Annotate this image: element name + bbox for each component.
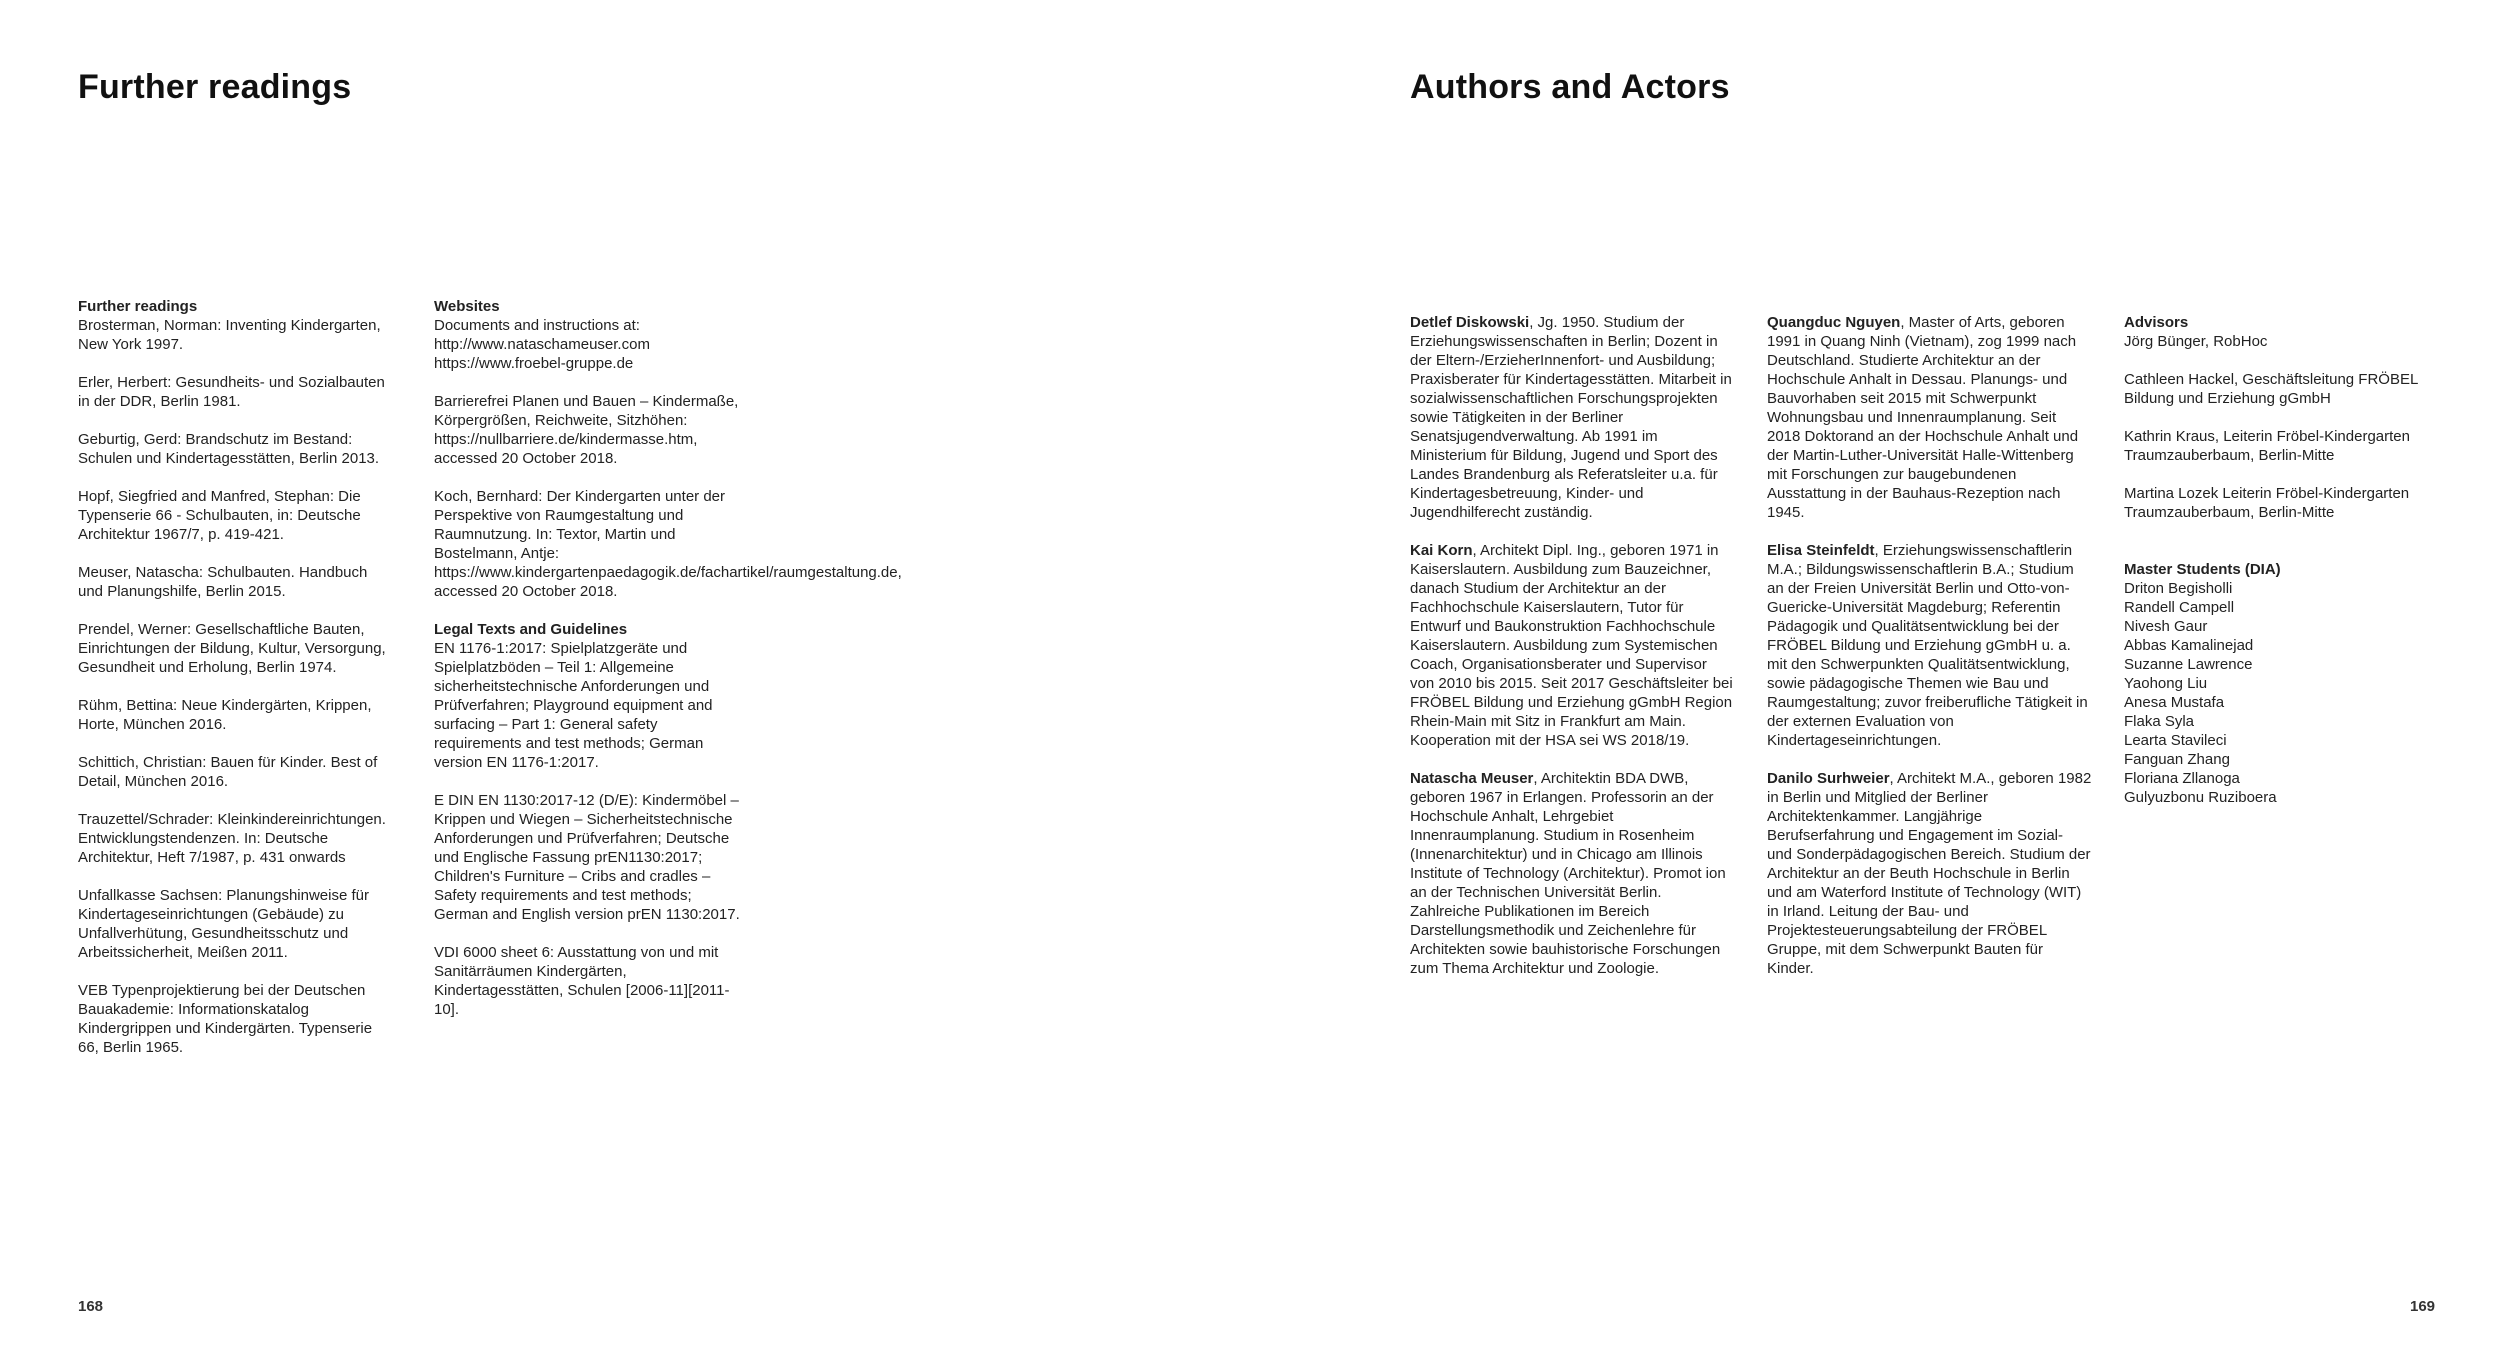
- reading-entry: Trauzettel/Schrader: Kleinkindereinrichtungen. Entwicklungstendenzen. In: Deutsche Architektur, Heft 7/1987, p. 431 onwards: [78, 811, 386, 866]
- author-name: Natascha Meuser: [1410, 770, 1534, 787]
- authors-column-middle: [1767, 313, 2092, 997]
- page-number-right: 169: [2410, 1298, 2436, 1315]
- author-entry: [1410, 313, 1735, 522]
- author-bio: , Master of Arts, geboren 1991 in Quang Ninh (Vietnam), zog 1999 nach Deutschland. Studierte Architektur an der Hochschule Anhalt in Dessau. Planungs- und Bauvorhaben seit 2015 mit Schwerpunkt Wohnungsbau und Innenraumplanung. Seit 2018 Doktorand an der Hochschule Anhalt und der Martin-Luther-Universität Halle-Wittenberg mit Forschungen zur baugebundenen Ausstattung in der Bauhaus-Rezeption nach 1945.: [1767, 314, 2079, 521]
- author-bio: , Architekt M.A., geboren 1982 in Berlin und Mitglied der Berliner Architektenkammer. Langjährige Berufserfahrung und Engagement im Sozial- und Sonderpädagogischen Bereich. Studium der Architektur an der Beuth Hochschule in Berlin und am Waterford Institute of Technology (WIT) in Irland. Leitung der Bau- und Projektesteuerungsabteilung der FRÖBEL Gruppe, mit dem Schwerpunkt Bauten für Kinder.: [1767, 770, 2092, 977]
- student-name: Nivesh Gaur: [2124, 618, 2208, 635]
- website-link[interactable]: https://www.froebel-gruppe.de: [434, 355, 634, 372]
- websites-column: [434, 297, 902, 1038]
- reading-entry: Rühm, Bettina: Neue Kindergärten, Krippen, Horte, München 2016.: [78, 697, 372, 733]
- legal-texts-title: Legal Texts and Guidelines: [434, 621, 628, 638]
- reading-entry: Geburtig, Gerd: Brandschutz im Bestand: Schulen und Kindertagesstätten, Berlin 2013.: [78, 431, 380, 467]
- author-bio: , Architekt Dipl. Ing., geboren 1971 in Kaiserslautern. Ausbildung zum Bauzeichner, danach Studium der Architektur an der Fachhochschule Kaiserslautern, Tutor für Entwurf und Baukonstruktion Fachhochschule Kaiserslautern. Ausbildung zum Systemischen Coach, Organisationsberater und Supervisor von 2010 bis 2015. Seit 2017 Geschäftsleiter bei FRÖBEL Bildung und Erziehung gGmbH Region Rhein-Main mit Sitz in Frankfurt am Main. Kooperation mit der HSA sei WS 2018/19.: [1410, 542, 1733, 749]
- advisors-title: Advisors: [2124, 314, 2189, 331]
- advisor-entry: Cathleen Hackel, Geschäftsleitung FRÖBEL Bildung und Erziehung gGmbH: [2124, 371, 2418, 407]
- author-bio: , Erziehungswissenschaftlerin M.A.; Bildungswissenschaftlerin B.A.; Studium an der Freien Universität Berlin und Otto-von-Guericke-Universität Magdeburg; Referentin Pädagogik und Qualitätsentwicklung bei der FRÖBEL Bildung und Erziehung gGmbH u. a. mit den Schwerpunkten Qualitätsentwicklung, sowie pädagogische Themen wie Bau und Raumgestaltung; zuvor freiberufliche Tätigkeit in der externen Evaluation von Kindertageseinrichtungen.: [1767, 542, 2088, 749]
- student-name: Suzanne Lawrence: [2124, 656, 2253, 673]
- author-name: Kai Korn: [1410, 542, 1473, 559]
- student-name: Yaohong Liu: [2124, 675, 2208, 692]
- student-name: Abbas Kamalinejad: [2124, 637, 2254, 654]
- advisor-entry: Kathrin Kraus, Leiterin Fröbel-Kindergarten Traumzauberbaum, Berlin-Mitte: [2124, 428, 2410, 464]
- author-name: Elisa Steinfeldt: [1767, 542, 1875, 559]
- reading-entry: Prendel, Werner: Gesellschaftliche Bauten, Einrichtungen der Bildung, Kultur, Versorgung, Gesundheit und Erholung, Berlin 1974.: [78, 621, 386, 676]
- author-bio: , Architektin BDA DWB, geboren 1967 in Erlangen. Professorin an der Hochschule Anhalt, Lehrgebiet Innenraumplanung. Studium in Rosenheim (Innenarchitektur) und in Chicago am Illinois Institute of Technology (Architektur). Promot ion an der Technischen Universität Berlin. Zahlreiche Publikationen im Bereich Darstellungsmethodik und Zeichenlehre für Architekten sowie bauhistorische Forschungen zum Thema Architektur und Zoologie.: [1410, 770, 1726, 977]
- student-name: Flaka Syla: [2124, 713, 2195, 730]
- student-name: Driton Begisholli: [2124, 580, 2233, 597]
- left-page-heading: Further readings: [78, 68, 352, 106]
- right-page: [1250, 0, 2500, 1369]
- legal-entry: VDI 6000 sheet 6: Ausstattung von und mit Sanitärräumen Kindergärten, Kindertagesstätten, Schulen [2006-11][2011-10].: [434, 944, 730, 1018]
- right-page-heading: Authors and Actors: [1410, 68, 1730, 106]
- students-title: Master Students (DIA): [2124, 561, 2281, 578]
- student-name: Fanguan Zhang: [2124, 751, 2230, 768]
- further-readings-column: [78, 297, 393, 1076]
- author-name: Danilo Surhweier: [1767, 770, 1890, 787]
- author-entry: [1410, 541, 1735, 750]
- advisors-column: [2124, 313, 2454, 807]
- reading-entry: VEB Typenprojektierung bei der Deutschen Bauakademie: Informationskatalog Kindergrippen und Kindergärten. Typenserie 66, Berlin 1965.: [78, 982, 373, 1056]
- student-name: Floriana Zllanoga: [2124, 770, 2240, 787]
- further-readings-title: Further readings: [78, 298, 198, 315]
- author-entry: [1767, 313, 2092, 522]
- websites-intro: Documents and instructions at:: [434, 317, 640, 334]
- websites-title: Websites: [434, 298, 500, 315]
- advisor-entry: Martina Lozek Leiterin Fröbel-Kindergarten Traumzauberbaum, Berlin-Mitte: [2124, 485, 2410, 521]
- author-entry: [1767, 769, 2092, 978]
- reading-entry: Hopf, Siegfried and Manfred, Stephan: Die Typenserie 66 - Schulbauten, in: Deutsche Architektur 1967/7, p. 419-421.: [78, 488, 361, 543]
- author-entry: [1767, 541, 2092, 750]
- reading-entry: Unfallkasse Sachsen: Planungshinweise für Kindertageseinrichtungen (Gebäude) zu Unfallverhütung, Gesundheitsschutz und Arbeitssicherheit, Meißen 2011.: [78, 887, 369, 961]
- student-name: Randell Campell: [2124, 599, 2235, 616]
- author-bio: , Jg. 1950. Studium der Erziehungswissenschaften in Berlin; Dozent in der Eltern-/ErzieherInnenfort- und Ausbildung; Praxisberater für Kindertagesstätten. Mitarbeit in sozialwissenschaftlichen Forschungsprojekten sowie Tätigkeiten in der Berliner Senatsjugendverwaltung. Ab 1991 im Ministerium für Bildung, Jugend und Sport des Landes Brandenburg als Referatsleiter u.a. für Kindertagesbetreuung, Kinder- und Jugendhilferecht zuständig.: [1410, 314, 1732, 521]
- website-entry: Barrierefrei Planen und Bauen – Kindermaße, Körpergrößen, Reichweite, Sitzhöhen: https://nullbarriere.de/kindermasse.htm, accessed 20 October 2018.: [434, 393, 739, 467]
- author-name: Detlef Diskowski: [1410, 314, 1530, 331]
- author-entry: [1410, 769, 1735, 978]
- author-name: Quangduc Nguyen: [1767, 314, 1901, 331]
- reading-entry: Erler, Herbert: Gesundheits- und Sozialbauten in der DDR, Berlin 1981.: [78, 374, 385, 410]
- website-link[interactable]: http://www.nataschameuser.com: [434, 336, 650, 353]
- reading-entry: Meuser, Natascha: Schulbauten. Handbuch und Planungshilfe, Berlin 2015.: [78, 564, 368, 600]
- student-name: Anesa Mustafa: [2124, 694, 2225, 711]
- reading-entry: Schittich, Christian: Bauen für Kinder. Best of Detail, München 2016.: [78, 754, 378, 790]
- student-name: Learta Stavileci: [2124, 732, 2227, 749]
- page-number-left: 168: [78, 1298, 104, 1315]
- reading-entry: Brosterman, Norman: Inventing Kindergarten, New York 1997.: [78, 317, 381, 353]
- authors-column-left: [1410, 313, 1735, 997]
- student-name: Gulyuzbonu Ruziboera: [2124, 789, 2277, 806]
- legal-entry: E DIN EN 1130:2017-12 (D/E): Kindermöbel – Krippen und Wiegen – Sicherheitstechnische Anforderungen und Prüfverfahren; Deutsche und Englische Fassung prEN1130:2017; Children's Furniture – Cribs and cradles – Safety requirements and test methods; German and English version prEN 1130:2017.: [434, 792, 740, 923]
- legal-entry: EN 1176-1:2017: Spielplatzgeräte und Spielplatzböden – Teil 1: Allgemeine sicherheitstechnische Anforderungen und Prüfverfahren; Playground equipment and surfacing – Part 1: General safety requirements and test methods; German version EN 1176-1:2017.: [434, 640, 713, 771]
- website-entry: Koch, Bernhard: Der Kindergarten unter der Perspektive von Raumgestaltung und Raumnutzung. In: Textor, Martin und Bostelmann, Antje: https://www.kindergartenpaedagogik.de/fachartikel/raumgestaltung.de, accessed 20 October 2018.: [434, 488, 902, 600]
- advisor-entry: Jörg Bünger, RobHoc: [2124, 333, 2268, 350]
